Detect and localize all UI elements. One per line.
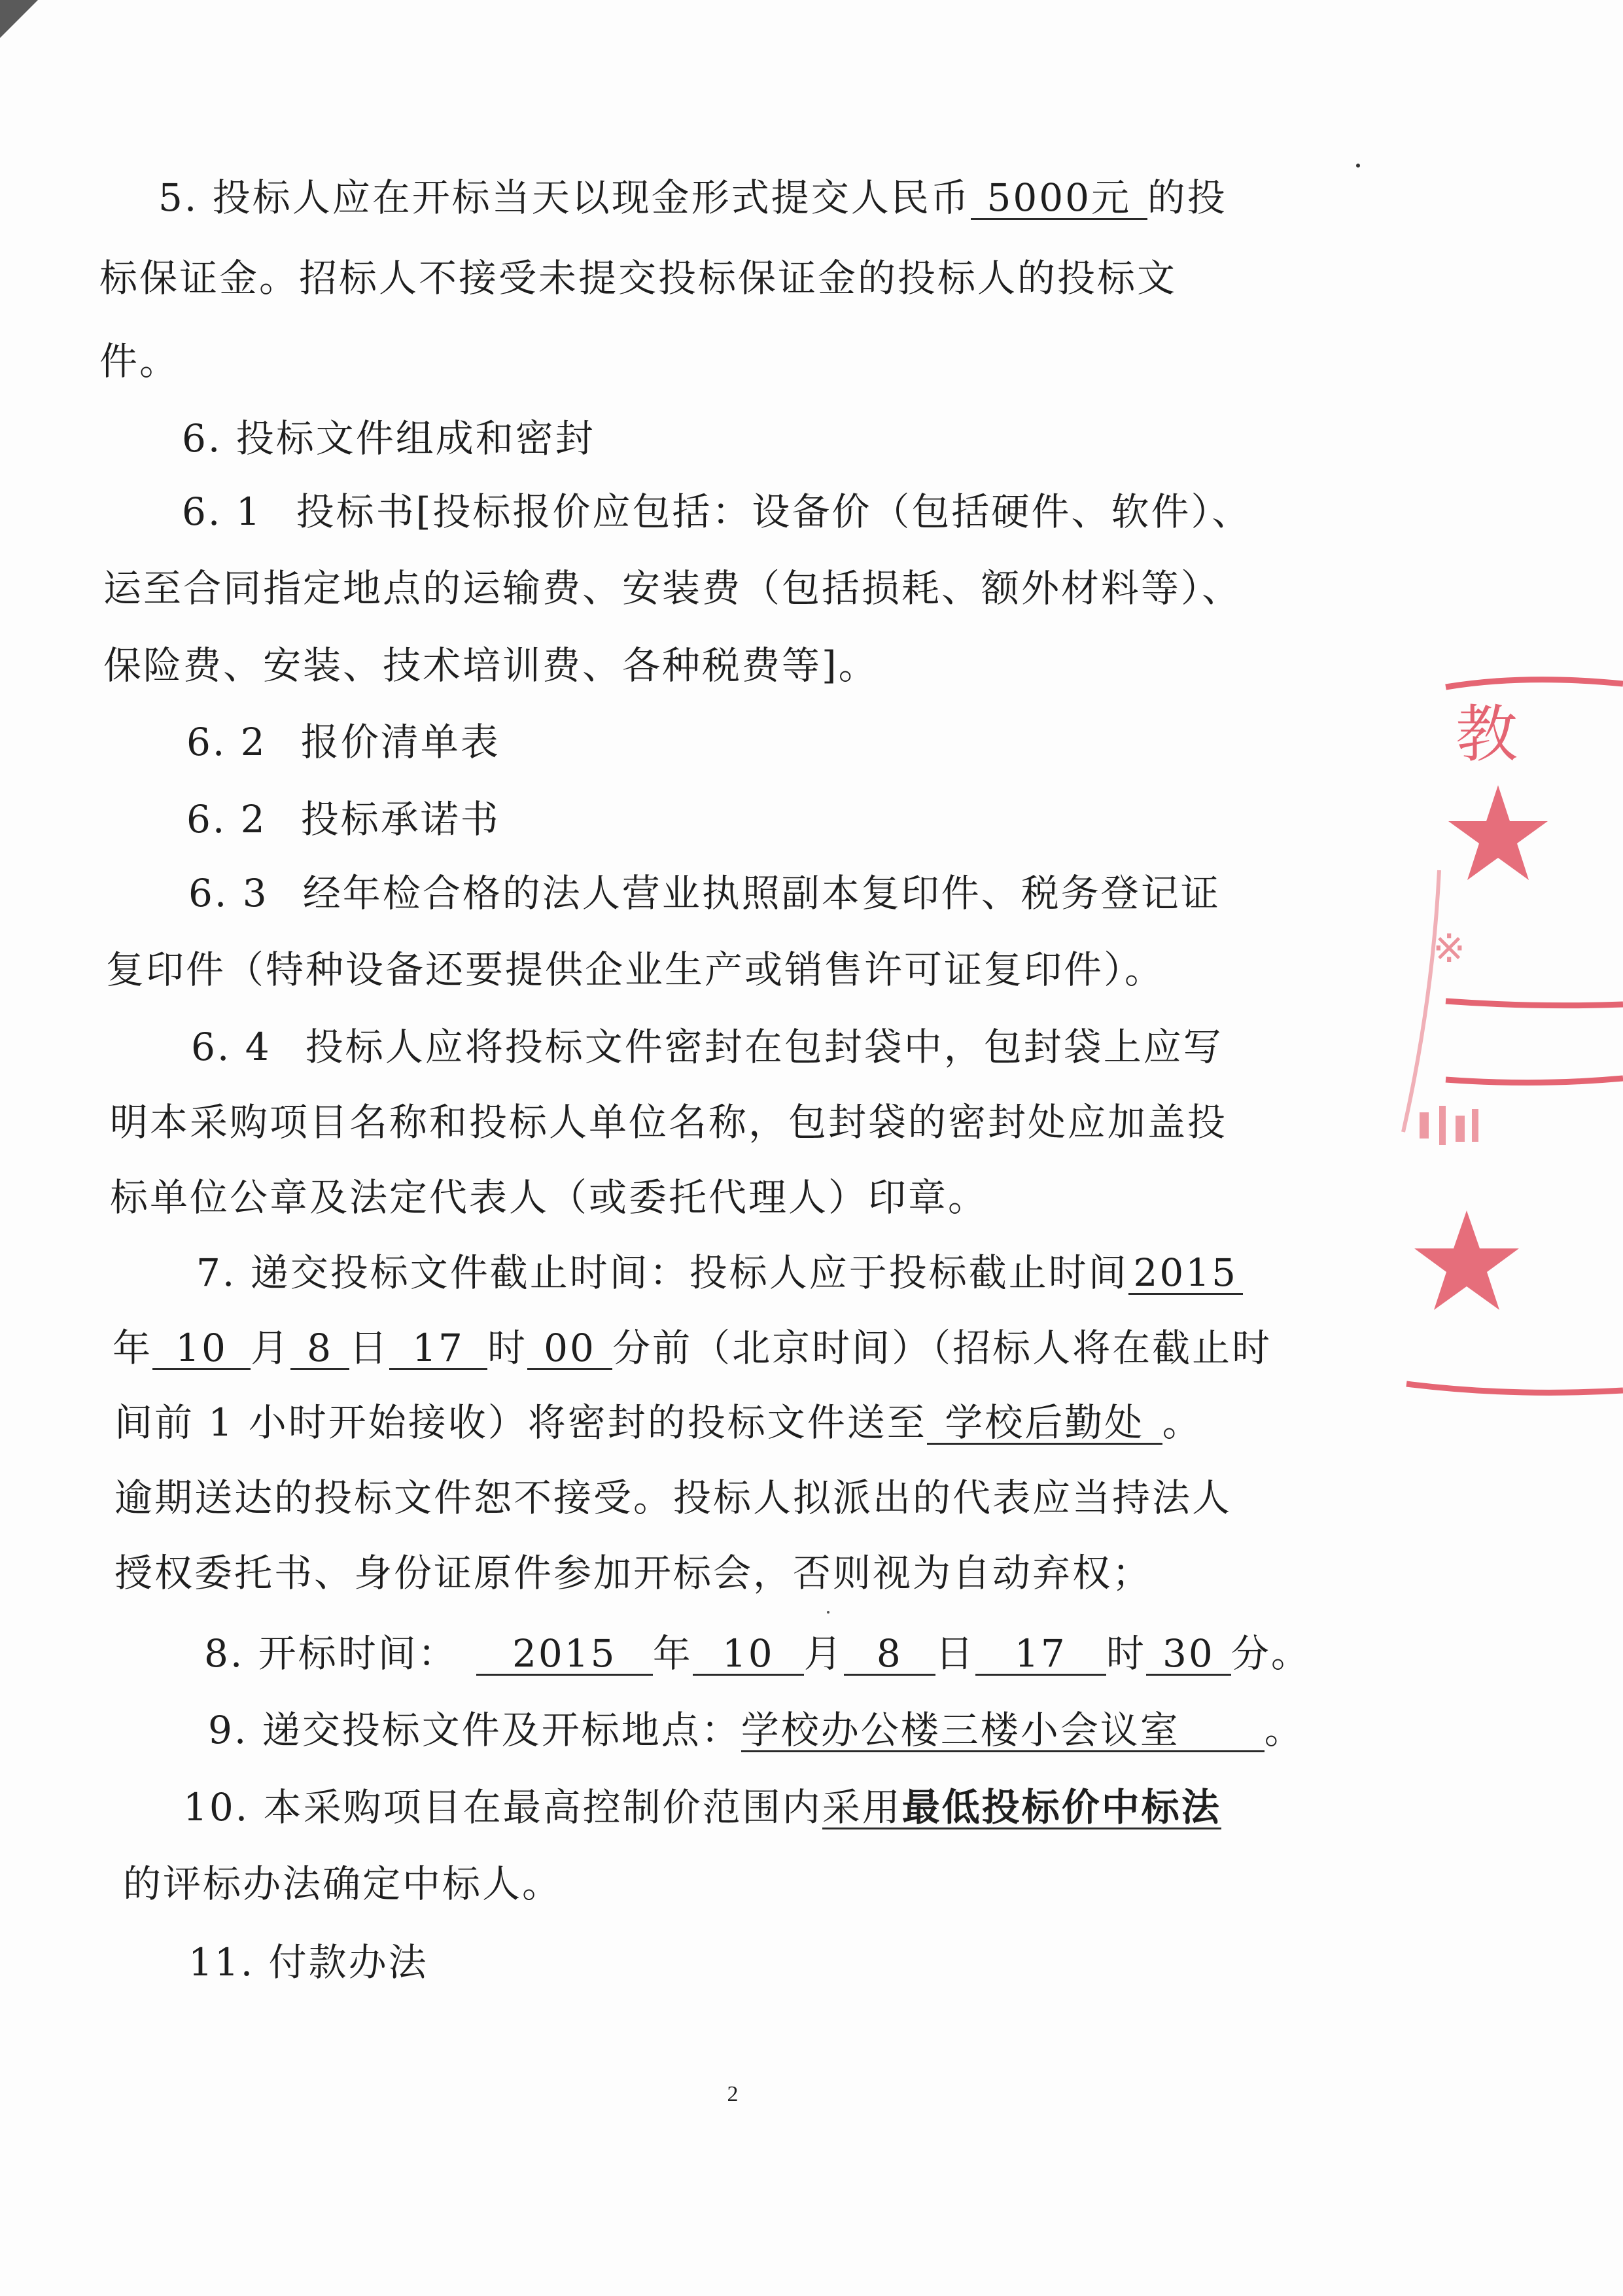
- deadline-minute: 00: [527, 1328, 612, 1370]
- unit-month: 月: [803, 1631, 844, 1676]
- opening-hour: 17: [975, 1634, 1106, 1676]
- deadline-month: 10: [152, 1328, 251, 1370]
- folded-corner: [0, 0, 38, 38]
- unit-year: 年: [113, 1326, 153, 1370]
- page-number: 2: [727, 2082, 739, 2106]
- para-6-4-text: 投标人应将投标文件密封在包封袋中，包封袋上应写: [305, 1025, 1223, 1069]
- para-5-line-2: 标保证金。招标人不接受未提交投标保证金的投标人的投标文: [99, 256, 1178, 300]
- para-6-2-line: [186, 711, 500, 766]
- opening-place-label: 9. 递交投标文件及开标地点：: [208, 1708, 741, 1752]
- unit-minute: 分。: [1230, 1631, 1311, 1676]
- opening-place: 学校办公楼三楼小会议室: [741, 1710, 1265, 1752]
- para-7-line-5: 授权委托书、身份证原件参加开标会，否则视为自动弃权；: [114, 1551, 1153, 1595]
- para-6-3-line-2: 复印件（特种设备还要提供企业生产或销售许可证复印件）。: [106, 947, 1165, 992]
- para-6-1-line-2: 运至合同指定地点的运输费、安装费（包括损耗、额外材料等）、: [103, 566, 1242, 610]
- unit-hour: 时: [1106, 1631, 1146, 1676]
- para-6-4-line-1: [191, 1016, 1223, 1071]
- para-6-2b-line: [186, 788, 500, 843]
- para-7-line-1: [196, 1242, 1243, 1297]
- opening-year: 2015: [476, 1634, 653, 1676]
- unit-hour: 时: [487, 1326, 528, 1370]
- unit-day: 日: [935, 1631, 975, 1676]
- para-5-text: 5. 投标人应在开标当天以现金形式提交人民币: [158, 175, 971, 220]
- para-7-text: 间前 1 小时开始接收）将密封的投标文件送至: [114, 1400, 927, 1445]
- item-number: 6. 1: [182, 489, 262, 534]
- evaluation-method-prefix: 采用: [822, 1785, 902, 1829]
- unit-year: 年: [652, 1631, 693, 1676]
- scan-speck: [827, 1611, 829, 1614]
- evaluation-method: 最低投标价中标法: [901, 1785, 1221, 1829]
- official-seal: [1393, 674, 1623, 1426]
- period: 。: [1162, 1400, 1202, 1445]
- para-5-text: 的投: [1147, 175, 1227, 220]
- item-number: 6. 3: [188, 871, 269, 915]
- section-6-heading: 6. 投标文件组成和密封: [182, 416, 595, 461]
- para-6-4-line-2: 明本采购项目名称和投标人单位名称，包封袋的密封处应加盖投: [110, 1100, 1228, 1144]
- opening-time-label: 8. 开标时间：: [204, 1631, 458, 1676]
- para-7-line-4: 逾期送达的投标文件恕不接受。投标人拟派出的代表应当持法人: [114, 1475, 1232, 1520]
- para-5-line-1: [158, 167, 1227, 222]
- delivery-place: 学校后勤处: [927, 1403, 1162, 1445]
- para-10-text: 10. 本采购项目在最高控制价范围内: [183, 1785, 822, 1829]
- opening-month: 10: [693, 1634, 804, 1676]
- deadline-year: 2015: [1128, 1253, 1243, 1295]
- para-6-1-text: 投标书[投标报价应包括：设备价（包括硬件、软件）、: [296, 489, 1252, 534]
- para-6-2b-text: 投标承诺书: [300, 797, 500, 841]
- para-6-3-line-1: [188, 862, 1221, 917]
- item-number: 6. 2: [186, 720, 267, 764]
- para-9-line: [208, 1699, 1304, 1754]
- period: 。: [1264, 1708, 1304, 1752]
- para-10-line-2: 的评标办法确定中标人。: [123, 1862, 563, 1906]
- para-6-1-line-3: 保险费、安装、技术培训费、各种税费等]。: [103, 643, 879, 688]
- para-7-line-3: [114, 1392, 1202, 1447]
- unit-month: 月: [251, 1326, 291, 1370]
- para-7-text: 7. 递交投标文件截止时间：投标人应于投标截止时间: [196, 1250, 1128, 1295]
- para-5-line-3: 件。: [99, 339, 180, 383]
- item-number: 6. 2: [186, 797, 267, 841]
- para-6-3-text: 经年检合格的法人营业执照副本复印件、税务登记证: [302, 871, 1221, 915]
- item-number: 6. 4: [191, 1025, 271, 1069]
- para-6-2-text: 报价清单表: [300, 720, 500, 764]
- opening-minute: 30: [1146, 1634, 1231, 1676]
- seal-character: 教: [1456, 699, 1518, 771]
- svg-text:※: ※: [1433, 926, 1466, 972]
- unit-day: 日: [349, 1326, 390, 1370]
- para-7-line-2: [113, 1317, 1272, 1372]
- scan-speck: [1356, 164, 1360, 168]
- opening-day: 8: [844, 1634, 935, 1676]
- para-6-4-line-3: 标单位公章及法定代表人（或委托代理人）印章。: [110, 1175, 988, 1220]
- para-10-line-1: [183, 1776, 1221, 1831]
- para-8-line: [204, 1623, 1311, 1678]
- deadline-hour: 17: [389, 1328, 487, 1370]
- deadline-day: 8: [290, 1328, 349, 1370]
- para-6-1-line-1: [182, 481, 1251, 536]
- section-11-heading: 11. 付款办法: [188, 1940, 428, 1985]
- para-7-text: 分前（北京时间）（招标人将在截止时: [612, 1326, 1272, 1370]
- deposit-amount: 5000元: [971, 178, 1147, 220]
